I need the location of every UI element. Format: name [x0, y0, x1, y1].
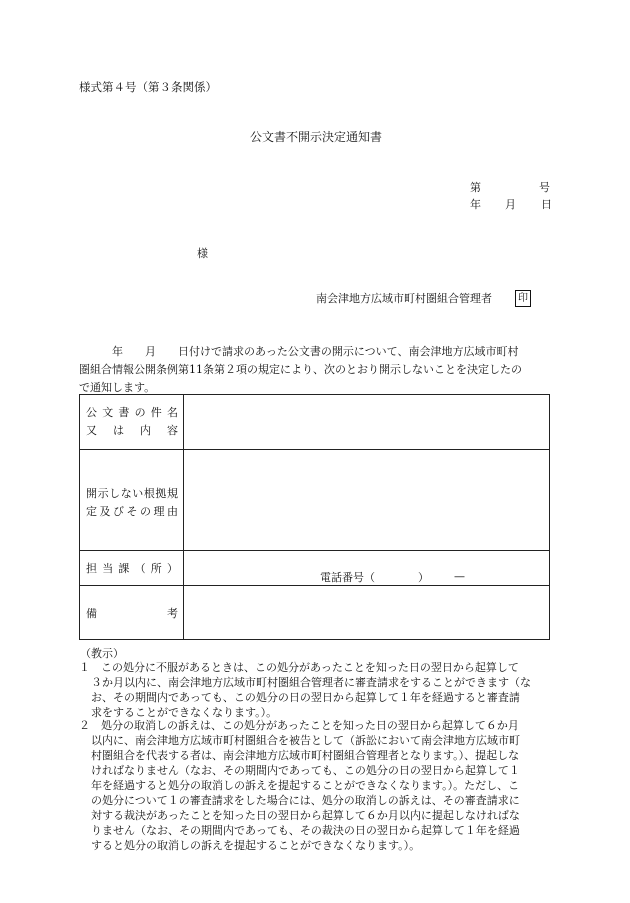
- notice-line: 村圏組合を代表する者は、南会津地方広域市町村圏組合管理者となります。）、提起しな: [91, 749, 520, 762]
- addressee-honorific: 様: [197, 247, 208, 260]
- document-number-prefix: 第: [470, 181, 481, 194]
- notice-line: 処分の取消しの訴えは、この処分があったことを知った日の翌日から起算して６か月: [101, 719, 519, 732]
- remarks-label: 備 考: [86, 607, 178, 620]
- date-year-label: 年: [470, 198, 481, 211]
- notice-heading: （教示）: [80, 647, 124, 660]
- phone-number-dash: —: [454, 570, 465, 583]
- subject-label-line2: 又 は 内 容: [86, 424, 178, 437]
- table-row-divider: [80, 585, 549, 586]
- notice-item-number: ２: [79, 719, 90, 732]
- table-column-divider: [183, 395, 184, 639]
- subject-label-line1: 公 文 書 の 件 名: [86, 406, 178, 419]
- notice-line: ければなりません（なお、その期間内であっても、この処分の日の翌日から起算して１: [91, 764, 520, 777]
- issuer-name: 南会津地方広域市町村圏組合管理者: [316, 292, 492, 305]
- intro-paragraph: [79, 343, 551, 397]
- notice-line: 求をすることができなくなります。）。: [91, 706, 278, 719]
- notice-line: ３か月以内に、南会津地方広域市町村圏組合管理者に審査請求をすることができます（な: [91, 676, 531, 689]
- document-number-suffix: 号: [539, 181, 550, 194]
- date-month-label: 月: [505, 198, 516, 211]
- intro-line: 圏組合情報公開条例第11条第２項の規定により、次のとおり開示しないことを決定したの: [79, 363, 522, 376]
- date-day-label: 日: [541, 198, 552, 211]
- notice-line: お、その期間内であっても、この処分の日の翌日から起算して１年を経過すると審査請: [91, 691, 520, 704]
- reason-label-line2: 定 及 び そ の 理 由: [86, 505, 178, 518]
- notice-item-number: １: [79, 661, 90, 674]
- phone-number-label: 電話番号（: [320, 571, 375, 584]
- document-title: 公文書不開示決定通知書: [250, 130, 383, 144]
- notice-line: この処分に不服があるときは、この処分があったことを知った日の翌日から起算して: [101, 661, 519, 674]
- table-row-divider: [80, 449, 549, 450]
- table-row-divider: [80, 550, 549, 551]
- notice-line: すると処分の取消しの訴えを提起することができなくなります。）。: [91, 839, 421, 852]
- intro-line: で通知します。: [79, 381, 156, 394]
- notice-line: 以内に、南会津地方広域市町村圏組合を被告として（訴訟において南会津地方広域市町: [91, 734, 520, 747]
- notice-item-2: [79, 718, 551, 853]
- notice-line: の処分について１の審査請求をした場合には、処分の取消しの訴えは、その審査請求に: [91, 794, 520, 807]
- reason-label-line1: 開 示 し な い 根 拠 規: [86, 487, 178, 500]
- department-label: 担 当 課 （ 所 ）: [86, 562, 178, 575]
- seal-mark: 印: [515, 290, 531, 307]
- notice-line: 対する裁決があったことを知った日の翌日から起算して６か月以内に提起しなければな: [91, 809, 520, 822]
- info-table: [79, 394, 550, 640]
- notice-line: りません（なお、その期間内であっても、その裁決の日の翌日から起算して１年を経過: [91, 824, 520, 837]
- notice-line: 年を経過すると処分の取消しの訴えを提起することができなくなります。）。ただし、こ: [91, 779, 520, 792]
- phone-number-close-paren: ）: [418, 571, 429, 584]
- form-number: 様式第４号（第３条関係）: [79, 80, 217, 94]
- notice-item-1: [79, 660, 551, 720]
- intro-line: 年 月 日付けで請求のあった公文書の開示について、南会津地方広域市町村: [79, 345, 519, 358]
